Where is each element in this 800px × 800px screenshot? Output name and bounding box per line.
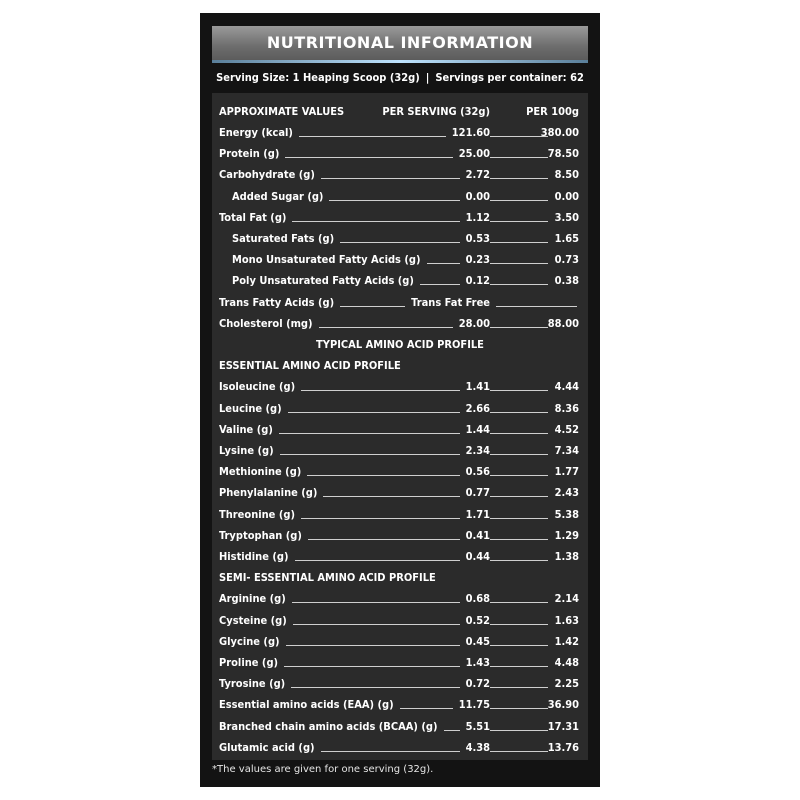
semi-essential-amino-per-100g-value: 4.48	[554, 656, 579, 669]
leader-line	[490, 263, 548, 264]
semi-essential-amino-row	[219, 610, 581, 631]
essential-amino-label: Methionine (g)	[219, 465, 302, 479]
leader-line	[427, 263, 460, 264]
essential-amino-per-100g-value: 4.44	[554, 380, 579, 394]
serving-separator: |	[425, 71, 430, 84]
nutrient-row	[219, 270, 581, 291]
semi-essential-amino-row	[219, 716, 581, 737]
leader-line	[285, 157, 453, 158]
essential-amino-label: Valine (g)	[219, 422, 273, 436]
essential-amino-per-100g-value: 1.38	[554, 550, 579, 563]
leader-line	[340, 242, 460, 243]
essential-amino-per-serving-value: 1.44	[465, 422, 490, 436]
nutrient-label: Trans Fatty Acids (g)	[219, 295, 335, 309]
leader-line	[490, 433, 548, 434]
nutrient-label: Protein (g)	[219, 147, 280, 161]
leader-line	[307, 475, 460, 476]
semi-essential-amino-row	[219, 652, 581, 673]
nutrient-row	[219, 122, 581, 143]
nutrient-row	[219, 207, 581, 228]
leader-line	[288, 412, 460, 413]
leader-line	[308, 539, 460, 540]
nutrient-per-serving-value: 0.12	[465, 274, 490, 288]
nutrient-row	[219, 228, 581, 249]
semi-essential-amino-per-serving-value: 0.68	[465, 592, 490, 606]
leader-line	[490, 539, 548, 540]
semi-essential-amino-per-100g-value: 2.14	[554, 592, 579, 606]
nutrient-per-100g-value: 3.50	[554, 210, 579, 224]
essential-amino-per-serving-value: 2.66	[465, 401, 490, 415]
semi-essential-amino-per-100g-value: 1.42	[554, 634, 579, 648]
semi-essential-amino-per-100g-value: 36.90	[547, 698, 579, 712]
leader-line	[490, 242, 548, 243]
nutrient-per-serving-value: 0.53	[465, 232, 490, 245]
leader-line	[490, 157, 548, 158]
semi-essential-amino-per-serving-value: 11.75	[458, 698, 490, 712]
header-per-100g: PER 100g	[526, 105, 579, 118]
nutrient-per-serving-value: 25.00	[458, 147, 490, 161]
essential-amino-per-serving-value: 2.34	[465, 444, 490, 457]
nutrient-label: Poly Unsaturated Fatty Acids (g)	[232, 274, 414, 288]
nutrient-row	[219, 249, 581, 270]
semi-essential-amino-label: Arginine (g)	[219, 592, 286, 606]
semi-essential-amino-per-serving-value: 0.45	[465, 634, 490, 648]
semi-essential-amino-row	[219, 737, 581, 758]
essential-amino-row	[219, 482, 581, 503]
leader-line	[490, 475, 548, 476]
essential-amino-row	[219, 376, 581, 397]
essential-amino-per-serving-value: 1.41	[465, 380, 490, 394]
leader-line	[340, 306, 405, 307]
leader-line	[400, 708, 453, 709]
essential-amino-row	[219, 419, 581, 440]
nutrient-label: Cholesterol (mg)	[219, 316, 313, 330]
essential-amino-per-100g-value: 5.38	[554, 507, 579, 521]
nutrient-row	[219, 313, 581, 334]
semi-essential-amino-label: Essential amino acids (EAA) (g)	[219, 698, 394, 712]
essential-amino-row	[219, 461, 581, 482]
amino-profile-title: TYPICAL AMINO ACID PROFILE	[316, 338, 484, 351]
essential-amino-per-serving-value: 0.77	[465, 486, 490, 500]
leader-line	[490, 518, 548, 519]
nutrient-row	[219, 292, 581, 313]
leader-line	[490, 687, 548, 688]
leader-line	[295, 560, 460, 561]
essential-amino-label: Tryptophan (g)	[219, 528, 302, 542]
leader-line	[299, 136, 446, 137]
leader-line	[496, 306, 577, 307]
essential-amino-title: ESSENTIAL AMINO ACID PROFILE	[219, 359, 401, 373]
semi-essential-amino-per-serving-value: 4.38	[465, 740, 490, 754]
leader-line	[490, 454, 548, 455]
nutrient-row	[219, 143, 581, 164]
essential-amino-row	[219, 525, 581, 546]
nutrient-per-100g-value: 1.65	[554, 232, 579, 245]
nutrient-per-100g-value: 78.50	[547, 147, 579, 161]
leader-line	[279, 433, 460, 434]
semi-essential-amino-per-serving-value: 0.72	[465, 677, 490, 691]
essential-amino-label: Leucine (g)	[219, 401, 282, 415]
nutrient-label: Added Sugar (g)	[232, 189, 324, 203]
essential-amino-per-100g-value: 4.52	[554, 422, 579, 436]
semi-essential-amino-label: Cysteine (g)	[219, 613, 287, 627]
leader-line	[490, 645, 548, 646]
nutrient-per-100g-value: 0.73	[554, 253, 579, 267]
leader-line	[490, 560, 548, 561]
leader-line	[490, 496, 548, 497]
nutrient-per-100g-value: 88.00	[547, 316, 579, 330]
semi-essential-amino-label: Branched chain amino acids (BCAA) (g)	[219, 719, 438, 733]
leader-line	[286, 645, 460, 646]
leader-line	[284, 666, 460, 667]
nutrient-label: Saturated Fats (g)	[232, 232, 335, 245]
semi-essential-amino-per-serving-value: 5.51	[465, 719, 490, 733]
semi-essential-amino-per-serving-value: 0.52	[465, 613, 490, 627]
serving-size: Serving Size: 1 Heaping Scoop (32g)	[216, 71, 420, 84]
semi-essential-amino-label: Tyrosine (g)	[219, 677, 286, 691]
leader-line	[444, 730, 460, 731]
semi-essential-amino-row	[219, 694, 581, 715]
semi-essential-amino-per-100g-value: 1.63	[554, 613, 579, 627]
serving-info	[200, 67, 600, 89]
nutrient-per-100g-value: 0.00	[554, 189, 579, 203]
leader-line	[490, 412, 548, 413]
leader-line	[323, 496, 460, 497]
leader-line	[301, 390, 460, 391]
nutrient-per-100g-value: 8.50	[554, 168, 579, 182]
leader-line	[301, 518, 460, 519]
nutrient-per-serving-value: 1.12	[465, 210, 490, 224]
essential-amino-label: Isoleucine (g)	[219, 380, 296, 394]
essential-amino-label: Threonine (g)	[219, 507, 295, 521]
leader-line	[292, 221, 460, 222]
leader-line	[291, 687, 460, 688]
essential-amino-label: Lysine (g)	[219, 444, 274, 457]
leader-line	[280, 454, 460, 455]
semi-essential-amino-title: SEMI- ESSENTIAL AMINO ACID PROFILE	[219, 571, 436, 585]
semi-essential-amino-row	[219, 588, 581, 609]
essential-amino-per-100g-value: 1.77	[554, 465, 579, 479]
leader-line	[490, 221, 548, 222]
nutrition-table	[212, 93, 588, 760]
semi-essential-amino-per-100g-value: 13.76	[547, 740, 579, 754]
essential-amino-row	[219, 398, 581, 419]
nutrient-label: Energy (kcal)	[219, 126, 293, 139]
table-header-row	[219, 101, 581, 122]
essential-amino-per-100g-value: 7.34	[554, 444, 579, 457]
semi-essential-amino-per-100g-value: 17.31	[547, 719, 579, 733]
leader-line	[490, 730, 548, 731]
leader-line	[292, 602, 460, 603]
leader-line	[490, 178, 548, 179]
nutrient-label: Mono Unsaturated Fatty Acids (g)	[232, 253, 421, 267]
semi-essential-amino-per-serving-value: 1.43	[465, 656, 490, 669]
leader-line	[329, 200, 460, 201]
leader-line	[490, 327, 548, 328]
nutrition-label-panel	[200, 13, 600, 787]
leader-line	[321, 751, 460, 752]
nutrient-label: Carbohydrate (g)	[219, 168, 315, 182]
essential-amino-label: Phenylalanine (g)	[219, 486, 318, 500]
leader-line	[490, 602, 548, 603]
semi-essential-amino-row	[219, 673, 581, 694]
nutrient-per-100g-value: 380.00	[540, 126, 579, 139]
semi-essential-amino-per-100g-value: 2.25	[554, 677, 579, 691]
semi-essential-amino-row	[219, 631, 581, 652]
leader-line	[490, 666, 548, 667]
leader-line	[490, 624, 548, 625]
nutrient-per-serving-value: 0.00	[465, 189, 490, 203]
nutrient-per-serving-value: 28.00	[458, 316, 490, 330]
nutrient-per-serving-value: 2.72	[465, 168, 490, 182]
nutrient-per-100g-value: 0.38	[554, 274, 579, 288]
essential-amino-label: Histidine (g)	[219, 550, 289, 563]
essential-amino-row	[219, 440, 581, 461]
semi-essential-amino-label: Glutamic acid (g)	[219, 740, 315, 754]
header-approximate-values: APPROXIMATE VALUES	[219, 105, 345, 118]
essential-amino-per-100g-value: 2.43	[554, 486, 579, 500]
leader-line	[319, 327, 453, 328]
leader-line	[490, 751, 548, 752]
essential-amino-per-serving-value: 0.44	[465, 550, 490, 563]
servings-per-container: Servings per container: 62	[435, 71, 584, 84]
leader-line	[490, 200, 548, 201]
header-per-serving: PER SERVING (32g)	[382, 105, 490, 118]
nutrient-label: Total Fat (g)	[219, 210, 287, 224]
semi-essential-amino-label: Glycine (g)	[219, 634, 280, 648]
nutrient-row	[219, 164, 581, 185]
label-title: NUTRITIONAL INFORMATION	[212, 26, 588, 60]
leader-line	[490, 708, 548, 709]
nutrient-per-serving-value: 0.23	[465, 253, 490, 267]
nutrient-row	[219, 186, 581, 207]
leader-line	[490, 284, 548, 285]
essential-amino-row	[219, 504, 581, 525]
semi-essential-amino-label: Proline (g)	[219, 656, 279, 669]
footnote: *The values are given for one serving (32g).	[212, 764, 434, 775]
leader-line	[490, 136, 548, 137]
nutrient-per-serving-value: Trans Fat Free	[411, 295, 490, 309]
essential-amino-per-serving-value: 1.71	[465, 507, 490, 521]
leader-line	[321, 178, 460, 179]
essential-amino-row	[219, 546, 581, 567]
leader-line	[490, 390, 548, 391]
nutrient-per-serving-value: 121.60	[451, 126, 490, 139]
title-underline	[212, 60, 588, 63]
essential-amino-per-serving-value: 0.41	[465, 528, 490, 542]
essential-amino-per-serving-value: 0.56	[465, 465, 490, 479]
essential-amino-per-100g-value: 1.29	[554, 528, 579, 542]
essential-amino-per-100g-value: 8.36	[554, 401, 579, 415]
leader-line	[293, 624, 460, 625]
leader-line	[420, 284, 460, 285]
